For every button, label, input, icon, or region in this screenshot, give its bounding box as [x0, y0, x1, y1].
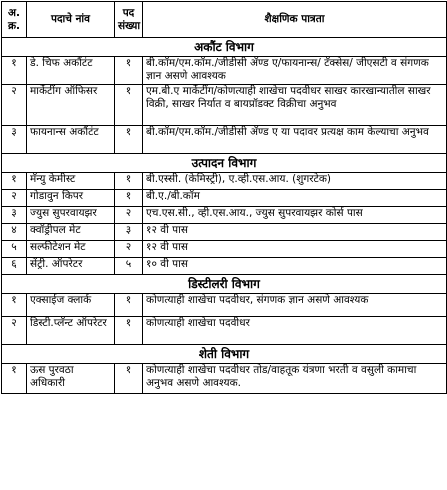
qualification-cell: बी.कॉम/एम.कॉम./जीडीसी ॲण्ड ए या पदावर प्रत्यक्ष काम केल्याचा अनुभव [143, 126, 447, 154]
table-row [2, 190, 447, 207]
table-row [2, 258, 447, 275]
section-title: शेती विभाग [2, 345, 447, 364]
post-cell: गोडावुन किपर [27, 190, 115, 207]
section-title: अकौंट विभाग [2, 38, 447, 57]
qualification-cell: बी.ए./बी.कॉम [143, 190, 447, 207]
count-cell: १ [115, 190, 143, 207]
section-title: उत्पादन विभाग [2, 154, 447, 173]
count-cell: २ [115, 207, 143, 224]
serial-cell: ४ [2, 224, 27, 241]
count-cell: १ [115, 294, 143, 317]
post-cell: सेंट्री. ऑपरेटर [27, 258, 115, 275]
post-cell: डिस्टी.प्लॅन्ट ऑपरेटर [27, 317, 115, 345]
serial-cell: १ [2, 57, 27, 85]
table-row [2, 126, 447, 154]
serial-cell: ५ [2, 241, 27, 258]
table-row [2, 85, 447, 126]
table-row [2, 224, 447, 241]
header-count: पद संख्या [115, 2, 143, 38]
post-cell: एक्साईज क्लार्क [27, 294, 115, 317]
count-cell: १ [115, 317, 143, 345]
post-cell: ज्युस सुपरवायझर [27, 207, 115, 224]
table-row [2, 364, 447, 394]
count-cell: १ [115, 85, 143, 126]
serial-cell: २ [2, 190, 27, 207]
count-cell: ३ [115, 224, 143, 241]
serial-cell: १ [2, 173, 27, 190]
header-post: पदाचे नांव [27, 2, 115, 38]
count-cell: १ [115, 364, 143, 394]
section-title-row [2, 345, 447, 364]
table-row [2, 294, 447, 317]
serial-cell: ३ [2, 207, 27, 224]
count-cell: १ [115, 173, 143, 190]
post-cell: मार्केटींग ऑफिसर [27, 85, 115, 126]
qualification-cell: कोणत्याही शाखेचा पदवीधर, संगणक ज्ञान असणे आवश्यक [143, 294, 447, 317]
header-serial: अ. क्र. [2, 2, 27, 38]
count-cell: १ [115, 57, 143, 85]
qualification-cell: १२ वी पास [143, 241, 447, 258]
header-qualification: शैक्षणिक पात्रता [143, 2, 447, 38]
count-cell: २ [115, 241, 143, 258]
post-cell: क्वॉड्रीपल मेट [27, 224, 115, 241]
table-row [2, 207, 447, 224]
qualification-cell: एच.एस.सी., व्ही.एस.आय., ज्युस सुपरवायझर कोर्स पास [143, 207, 447, 224]
table-row [2, 317, 447, 345]
post-cell: ऊस पुरवठा अधिकारी [27, 364, 115, 394]
qualification-cell: बी.कॉम/एम.कॉम./जीडीसी ॲण्ड ए/फायनान्स/ टॅक्सेस/ जीएसटी व संगणक ज्ञान असणे आवश्यक [143, 57, 447, 85]
header-row [2, 2, 447, 38]
qualification-cell: कोणत्याही शाखेचा पदवीधर तोड/वाहतूक यंत्रणा भरती व वसुली कामाचा अनुभव असणे आवश्यक. [143, 364, 447, 394]
post-cell: फायनान्स अकौंटंट [27, 126, 115, 154]
serial-cell: ६ [2, 258, 27, 275]
table-row [2, 173, 447, 190]
section-title: डिस्टीलरी विभाग [2, 275, 447, 294]
recruitment-table [1, 1, 447, 394]
serial-cell: ३ [2, 126, 27, 154]
table-row [2, 57, 447, 85]
serial-cell: १ [2, 364, 27, 394]
table-row [2, 241, 447, 258]
section-title-row [2, 38, 447, 57]
serial-cell: १ [2, 294, 27, 317]
serial-cell: २ [2, 85, 27, 126]
post-cell: सल्फीटेशन मेट [27, 241, 115, 258]
serial-cell: २ [2, 317, 27, 345]
count-cell: १ [115, 126, 143, 154]
qualification-cell: बी.एस्सी. (केमिस्ट्री), ए.व्ही.एस.आय. (शुगरटेक) [143, 173, 447, 190]
section-title-row [2, 275, 447, 294]
post-cell: डे. चिफ अकौंटंट [27, 57, 115, 85]
qualification-cell: कोणत्याही शाखेचा पदवीधर [143, 317, 447, 345]
count-cell: ५ [115, 258, 143, 275]
qualification-cell: १२ वी पास [143, 224, 447, 241]
section-title-row [2, 154, 447, 173]
post-cell: मॅन्यु केमीस्ट [27, 173, 115, 190]
qualification-cell: एम.बी.ए मार्केटींग/कोणत्याही शाखेचा पदवीधर साखर कारखान्यातील साखर विक्री, साखर निर्यात व बायप्रॉडक्ट विक्रीचा अनुभव [143, 85, 447, 126]
qualification-cell: १० वी पास [143, 258, 447, 275]
